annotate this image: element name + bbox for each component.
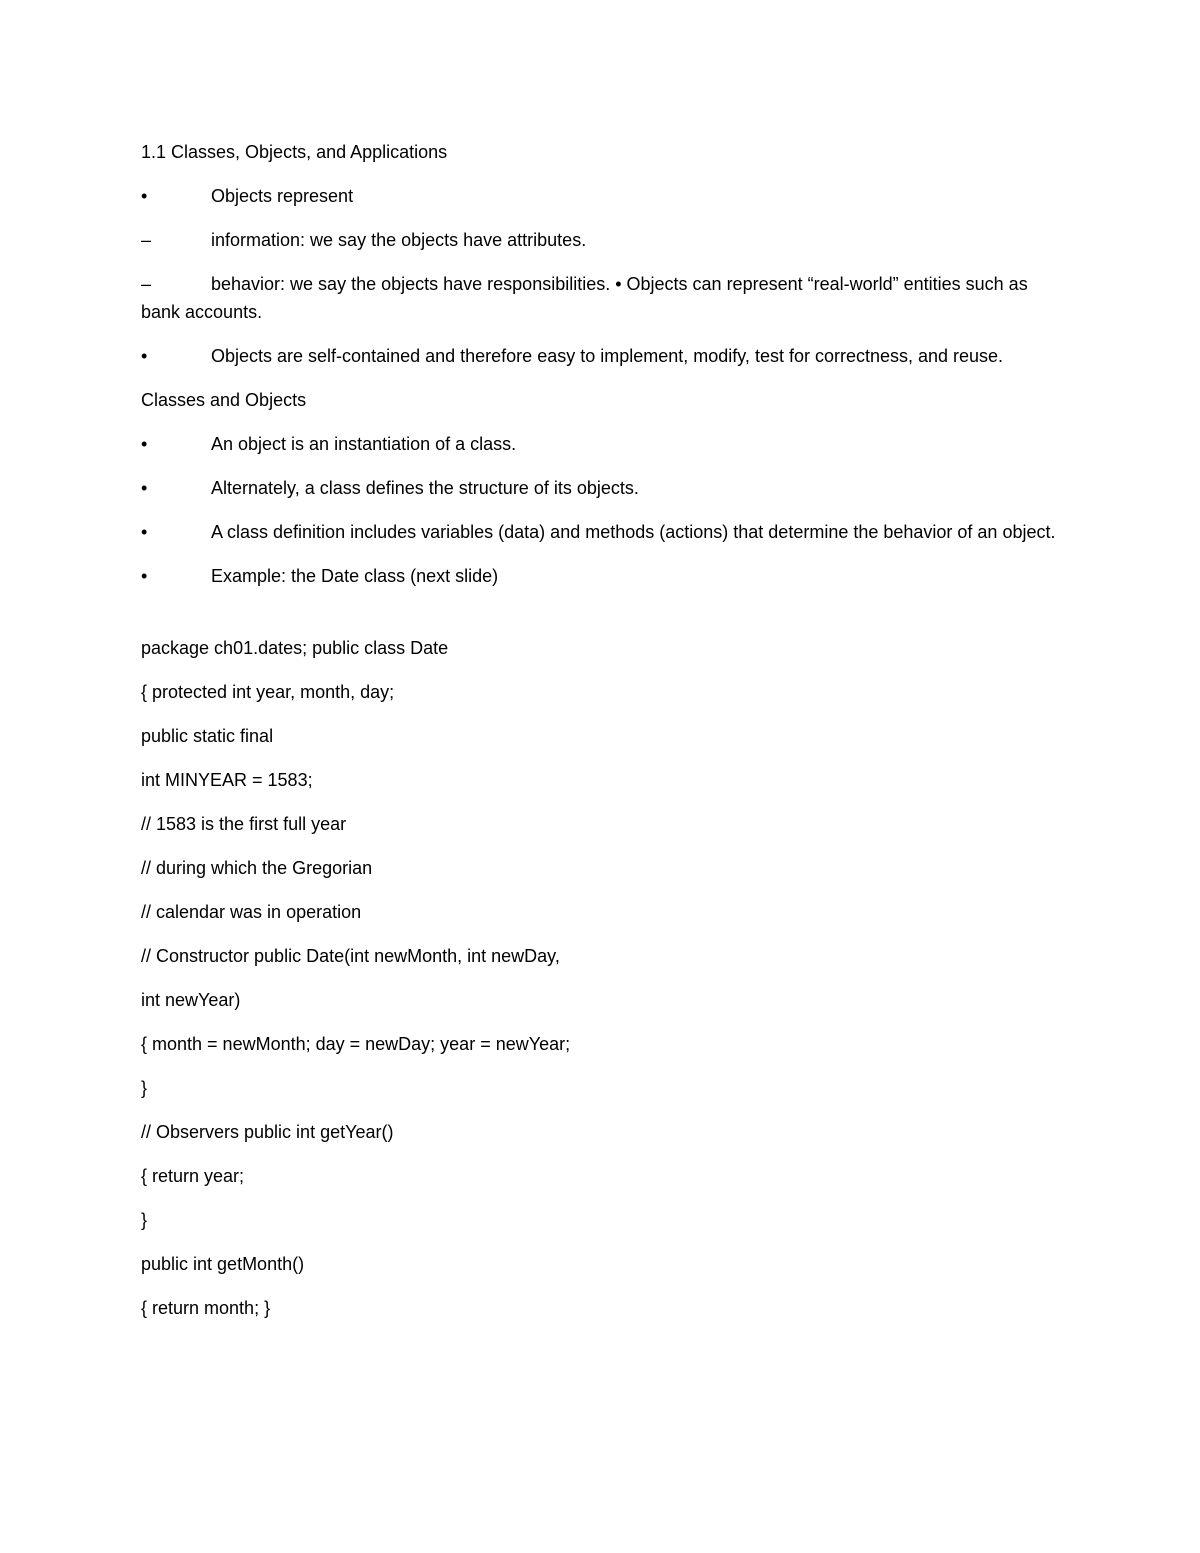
dash-text: behavior: we say the objects have responsibilities. • Objects can represent “real-world” entities such as bank accounts. — [141, 274, 1028, 322]
bullet-text: Objects represent — [211, 186, 354, 206]
code-line: // Constructor public Date(int newMonth, int newDay, — [141, 946, 560, 966]
bullet-item — [141, 562, 1061, 590]
bullet-text: Objects are self-contained and therefore easy to implement, modify, test for correctness, and reuse. — [211, 346, 1004, 366]
dash-item — [141, 270, 1061, 326]
document-content — [141, 138, 1061, 1338]
bullet-icon: • — [141, 434, 148, 454]
bullet-text: An object is an instantiation of a class. — [211, 434, 517, 454]
spacer — [141, 606, 1061, 634]
bullet-item — [141, 342, 1061, 370]
bullet-icon: • — [141, 522, 148, 542]
code-line: { month = newMonth; day = newDay; year = newYear; — [141, 1034, 571, 1054]
bullet-item — [141, 518, 1061, 546]
code-line: public int getMonth() — [141, 1254, 305, 1274]
code-line: // Observers public int getYear() — [141, 1122, 394, 1142]
bullet-icon: • — [141, 186, 148, 206]
bullet-text: Example: the Date class (next slide) — [211, 566, 499, 586]
bullet-text: A class definition includes variables (data) and methods (actions) that determine the behavior of an object. — [211, 522, 1056, 542]
dash-text: information: we say the objects have attributes. — [211, 230, 587, 250]
dash-icon: – — [141, 274, 152, 294]
code-line: { return year; — [141, 1166, 245, 1186]
code-line: // calendar was in operation — [141, 902, 362, 922]
code-line: public static final — [141, 726, 274, 746]
bullet-icon: • — [141, 346, 148, 366]
code-line: package ch01.dates; public class Date — [141, 638, 449, 658]
bullet-icon: • — [141, 566, 148, 586]
code-line: // during which the Gregorian — [141, 858, 373, 878]
code-line: { return month; } — [141, 1298, 271, 1318]
bullet-item — [141, 182, 1061, 210]
bullet-item — [141, 430, 1061, 458]
code-line: } — [141, 1210, 148, 1230]
bullet-icon: • — [141, 478, 148, 498]
code-line: int MINYEAR = 1583; — [141, 770, 313, 790]
dash-icon: – — [141, 230, 152, 250]
dash-item — [141, 226, 1061, 254]
section-heading: 1.1 Classes, Objects, and Applications — [141, 142, 448, 162]
bullet-text: Alternately, a class defines the structure of its objects. — [211, 478, 639, 498]
code-line: // 1583 is the first full year — [141, 814, 347, 834]
code-line: { protected int year, month, day; — [141, 682, 395, 702]
subheading: Classes and Objects — [141, 390, 307, 410]
code-line: int newYear) — [141, 990, 241, 1010]
code-line: } — [141, 1078, 148, 1098]
bullet-item — [141, 474, 1061, 502]
